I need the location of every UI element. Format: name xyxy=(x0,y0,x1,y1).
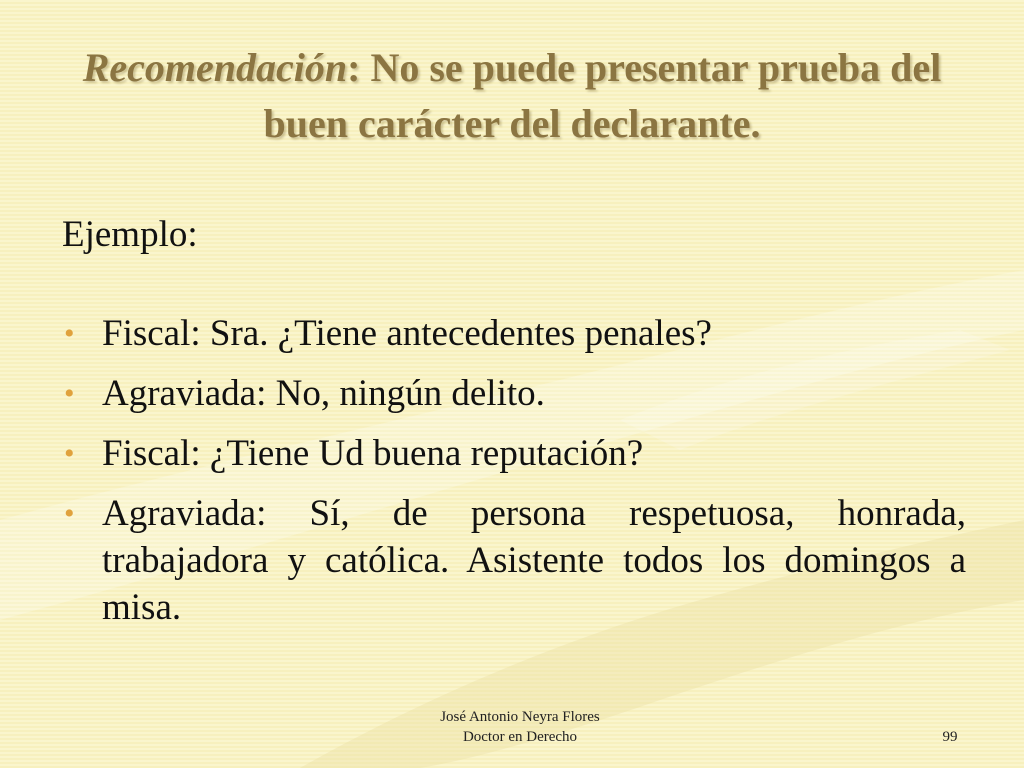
footer-author-subtitle: Doctor en Derecho xyxy=(462,729,578,745)
slide-title-emphasis: Recomendación xyxy=(82,45,348,90)
bullet-item xyxy=(62,370,966,417)
bullet-icon: • xyxy=(64,317,75,350)
slide-title-text: : No se puede presentar prueba del buen carácter del declarante. xyxy=(263,45,942,146)
slide-content xyxy=(62,210,966,644)
footer-author-block xyxy=(380,707,660,747)
page-number: 99 xyxy=(942,729,958,745)
bullet-text: Agraviada: No, ningún delito. xyxy=(102,373,545,414)
bullet-item xyxy=(62,310,966,357)
bullet-text: Fiscal: ¿Tiene Ud buena reputación? xyxy=(102,433,644,474)
footer-author-name: José Antonio Neyra Flores xyxy=(440,709,600,725)
intro-text: Ejemplo: xyxy=(62,214,198,255)
bullet-text: Agraviada: Sí, de persona respetuosa, honrada, trabajadora y católica. Asistente todos los domingos a misa. xyxy=(102,493,966,628)
bullet-icon: • xyxy=(64,377,75,410)
bullet-list xyxy=(62,310,966,631)
bullet-icon: • xyxy=(64,497,75,530)
bullet-item xyxy=(62,430,966,477)
bullet-text: Fiscal: Sra. ¿Tiene antecedentes penales? xyxy=(102,313,712,354)
bullet-icon: • xyxy=(64,437,75,470)
slide-title xyxy=(60,40,964,152)
bullet-item xyxy=(62,490,966,631)
